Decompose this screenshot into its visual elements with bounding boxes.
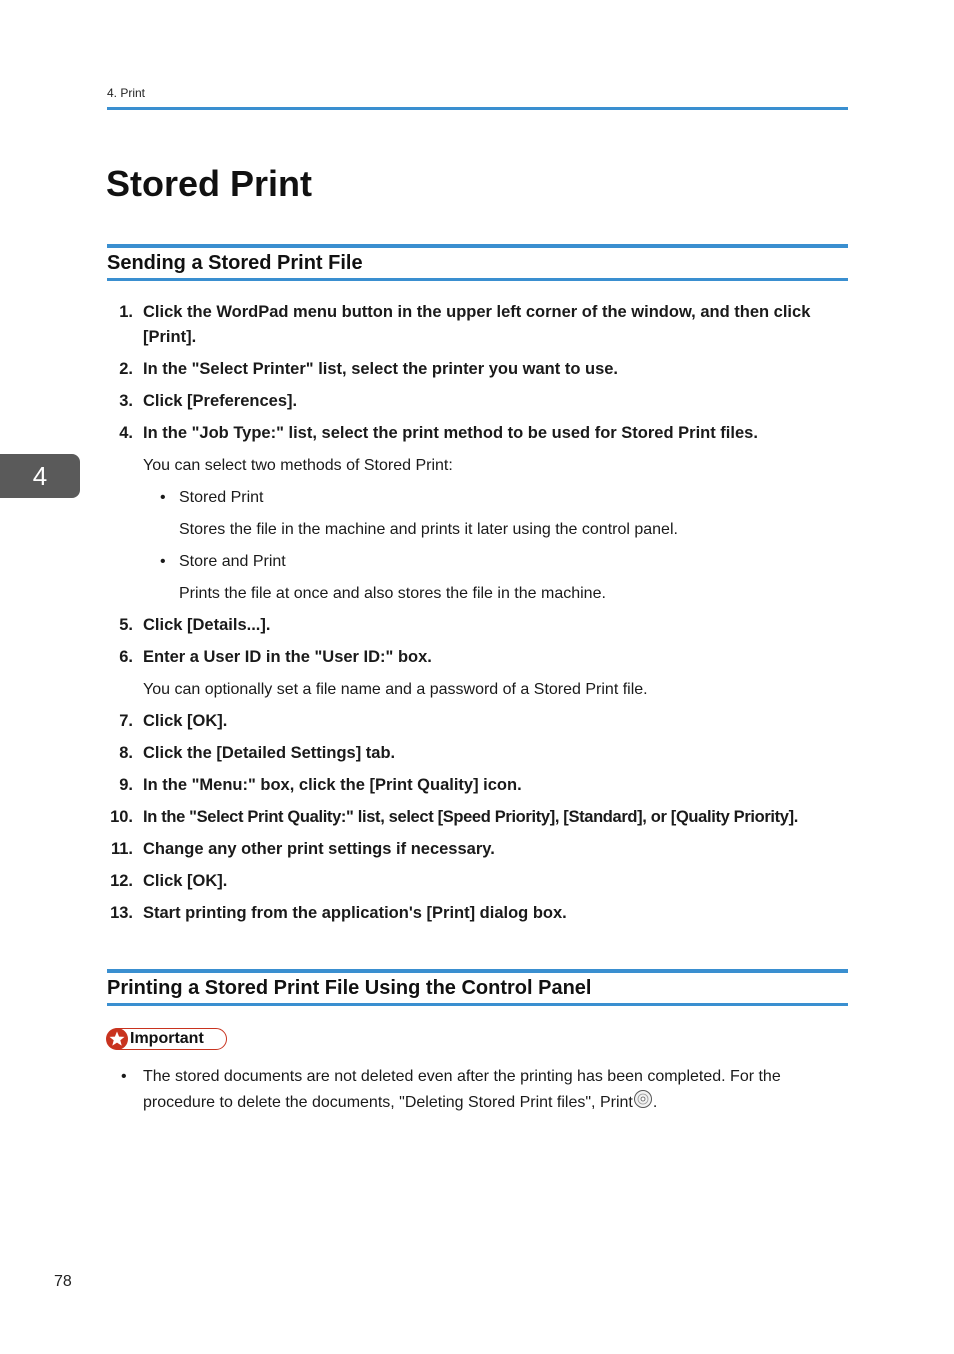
important-note (107, 1064, 848, 1115)
section-heading: Printing a Stored Print File Using the Control Panel (107, 977, 592, 999)
important-label: Important (130, 1030, 204, 1047)
step-6 (107, 645, 848, 670)
step-text: In the "Job Type:" list, select the print method to be used for Stored Print files. (143, 424, 758, 442)
step-number: 3. (119, 392, 133, 410)
step-text: In the "Menu:" box, click the [Print Quality] icon. (143, 776, 522, 794)
step-number: 9. (119, 776, 133, 794)
step-text: In the "Select Printer" list, select the printer you want to use. (143, 360, 619, 378)
step-10 (107, 805, 848, 830)
step-11 (107, 837, 848, 862)
chapter-tab: 4 (0, 454, 80, 498)
method-name: Store and Print (179, 553, 286, 570)
step-text: Click the [Detailed Settings] tab. (143, 744, 396, 762)
bullet-dot: • (160, 489, 166, 506)
section-heading: Sending a Stored Print File (107, 252, 363, 274)
method-description: Stores the file in the machine and prints it later using the control panel. (179, 521, 678, 538)
step-text: Start printing from the application's [Print] dialog box. (143, 904, 567, 922)
step-text: In the "Select Print Quality:" list, select [Speed Priority], [Standard], or [Quality Priority]. (143, 808, 799, 826)
step-text: Click the WordPad menu button in the upper left corner of the window, and then click [Print]. (143, 303, 811, 346)
section-sending-stored-print (107, 244, 848, 281)
method-name: Stored Print (179, 489, 264, 506)
section-printing-from-control-panel (107, 969, 848, 1006)
step-number: 11. (110, 840, 133, 858)
page-number: 78 (54, 1273, 72, 1290)
important-text-end: . (652, 1094, 658, 1111)
step-1 (107, 300, 848, 350)
step-2 (107, 357, 848, 382)
step-13 (107, 901, 848, 926)
step-number: 8. (119, 744, 133, 762)
step-number: 12. (110, 872, 133, 890)
method-description: Prints the file at once and also stores the file in the machine. (179, 585, 606, 602)
steps-list (107, 300, 848, 933)
method-item (107, 549, 848, 574)
running-header: 4. Print (107, 86, 146, 100)
bullet-dot: • (160, 553, 166, 570)
step-text: Click [OK]. (143, 712, 228, 730)
step-number: 5. (119, 616, 133, 634)
step-text: Enter a User ID in the "User ID:" box. (143, 648, 432, 666)
important-text: The stored documents are not deleted even after the printing has been completed. For the procedure to delete the documents, "Deleting Stored Print files", Print (143, 1068, 781, 1111)
step-number: 1. (119, 303, 133, 321)
step-4-note: You can select two methods of Stored Print: (143, 457, 453, 474)
step-3 (107, 389, 848, 414)
page-title: Stored Print (106, 163, 313, 204)
step-8 (107, 741, 848, 766)
step-5 (107, 613, 848, 638)
star-icon (106, 1028, 128, 1050)
method-item (107, 485, 848, 510)
step-number: 10. (110, 808, 133, 826)
step-number: 13. (110, 904, 133, 922)
section-rule-bottom (107, 278, 848, 281)
step-number: 4. (119, 424, 133, 442)
step-text: Click [Details...]. (143, 616, 271, 634)
step-7 (107, 709, 848, 734)
step-4 (107, 421, 848, 446)
step-12 (107, 869, 848, 894)
step-text: Click [Preferences]. (143, 392, 298, 410)
step-number: 6. (119, 648, 133, 666)
step-6-note: You can optionally set a file name and a password of a Stored Print file. (143, 681, 648, 698)
header-rule (107, 107, 848, 110)
bullet-dot: • (121, 1068, 127, 1085)
step-number: 7. (119, 712, 133, 730)
step-9 (107, 773, 848, 798)
section-rule-bottom (107, 1003, 848, 1006)
important-badge (107, 1028, 227, 1050)
cd-icon (633, 1089, 653, 1109)
step-text: Change any other print settings if necessary. (143, 840, 495, 858)
step-number: 2. (119, 360, 133, 378)
step-text: Click [OK]. (143, 872, 228, 890)
